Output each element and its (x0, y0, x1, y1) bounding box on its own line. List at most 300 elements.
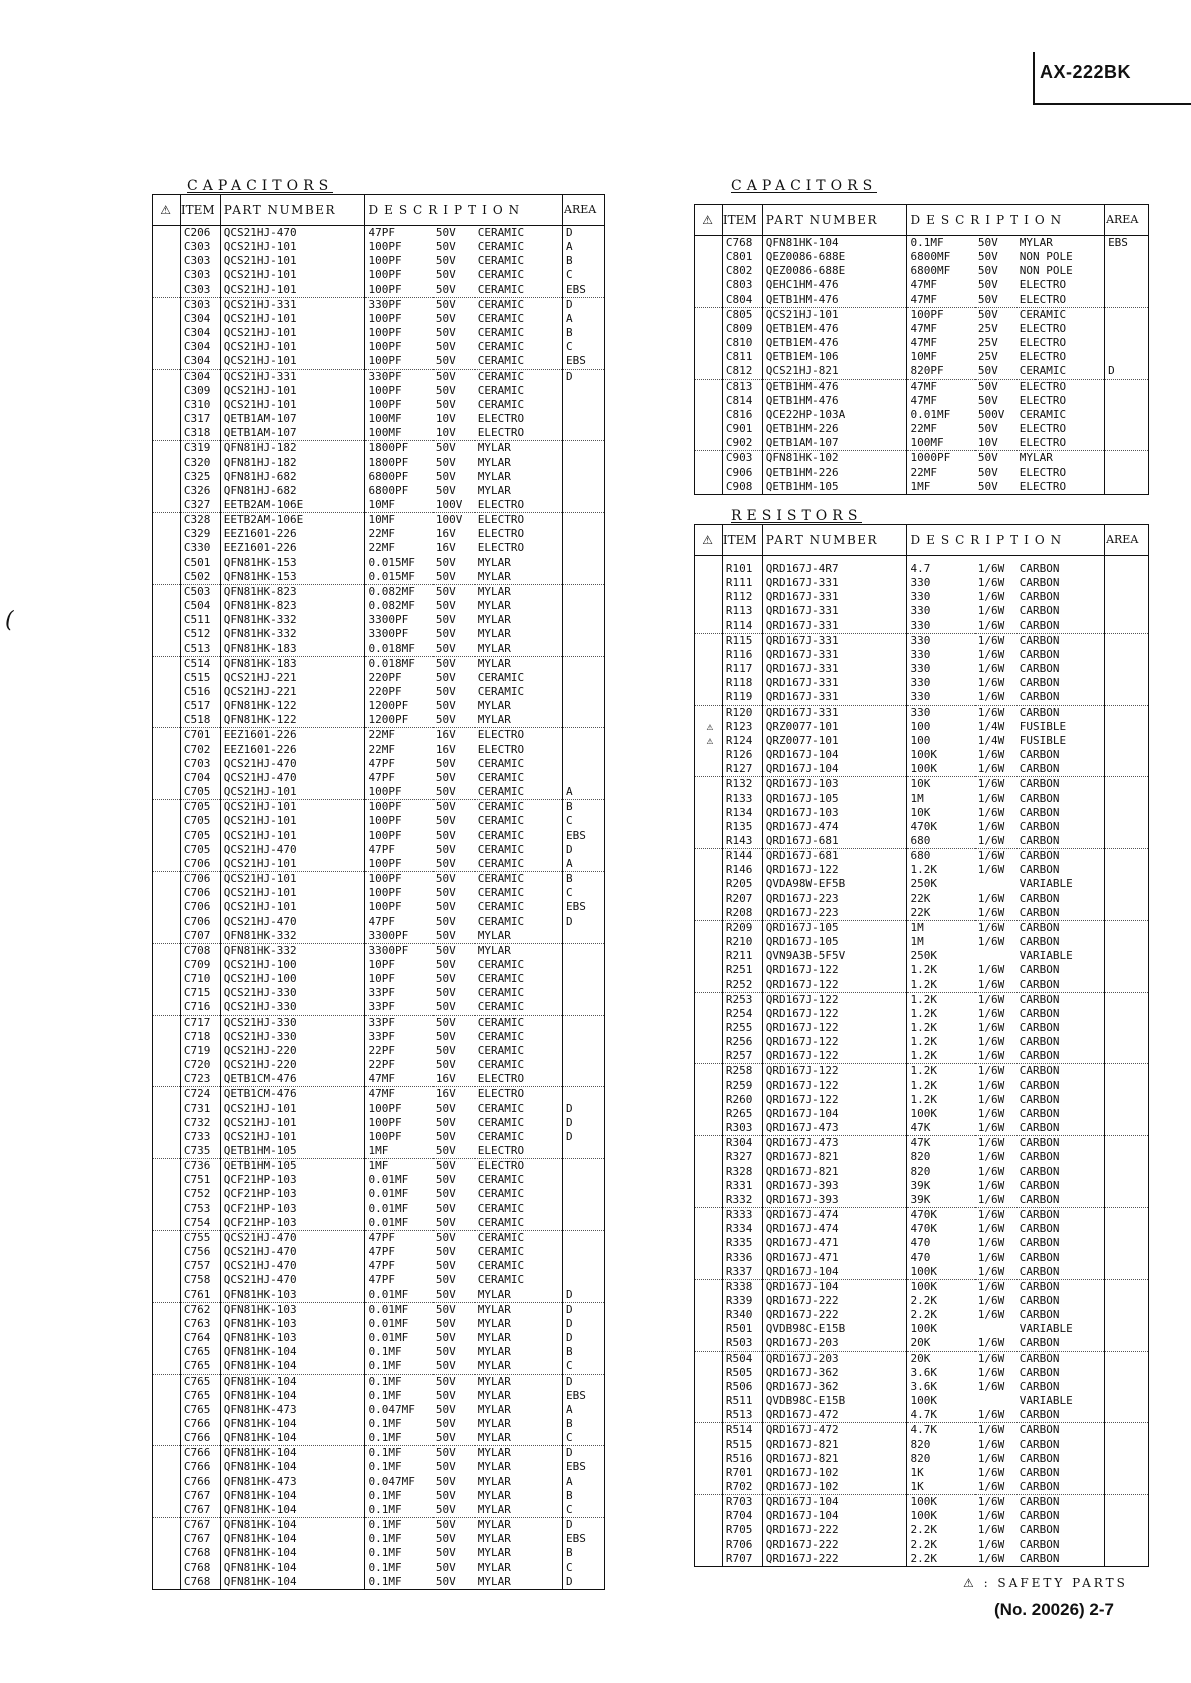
rating-cell: 50V (435, 670, 456, 684)
item-cell: C719 (180, 1044, 220, 1058)
parts-row (153, 1216, 605, 1231)
rating-cell: 50V (435, 1302, 456, 1316)
type-cell: CERAMIC (1017, 307, 1105, 322)
part-number-cell: QRD167J-122 (762, 863, 907, 877)
value-cell: 100PF (365, 857, 433, 872)
area-cell (1105, 278, 1149, 292)
rating-cell: 50V (435, 1187, 456, 1201)
part-number-cell: QRD167J-331 (762, 590, 907, 604)
value-cell: 0.1MF (365, 1575, 433, 1590)
part-number-cell: QRD167J-471 (762, 1236, 907, 1250)
part-number-cell: QRD167J-222 (762, 1552, 907, 1567)
area-cell: C (563, 268, 605, 282)
value-cell: 10PF (365, 972, 433, 986)
value-cell: 10PF (365, 958, 433, 972)
parts-row (153, 1489, 605, 1503)
parts-row (153, 757, 605, 771)
part-number-cell: QFN81HK-153 (220, 570, 365, 585)
rating-cell: 1/6W (977, 1495, 1005, 1509)
warn-cell (695, 648, 723, 662)
type-cell: FUSIBLE (1017, 734, 1105, 748)
value-cell: 1800PF (365, 456, 433, 470)
value-cell: 0.018MF (365, 656, 433, 671)
warn-cell (695, 1308, 723, 1322)
parts-row (153, 1345, 605, 1359)
type-cell: CARBON (1017, 1438, 1105, 1452)
area-cell (563, 1230, 605, 1245)
item-cell: R144 (722, 849, 762, 864)
item-cell: C801 (722, 250, 762, 264)
rating-cell: 50V (435, 1245, 456, 1259)
part-number-cell: QRD167J-474 (762, 820, 907, 834)
value-cell: 10MF (365, 513, 433, 528)
resistors-title: RESISTORS (731, 508, 863, 524)
part-number-cell: QFN81HK-104 (220, 1359, 365, 1374)
parts-row (695, 1495, 1149, 1510)
part-number-cell: QCS21HJ-470 (220, 757, 365, 771)
area-cell (563, 1273, 605, 1287)
value-cell: 39K (907, 1193, 975, 1208)
item-cell: R258 (722, 1064, 762, 1079)
warn-cell (153, 1259, 181, 1273)
parts-row (153, 1102, 605, 1116)
rating-cell: 50V (435, 1388, 456, 1402)
area-cell (1105, 1208, 1149, 1223)
item-cell: R205 (722, 877, 762, 891)
parts-row (153, 986, 605, 1000)
rating-cell: 50V (435, 1460, 456, 1474)
parts-row (153, 1202, 605, 1216)
value-cell: 47PF (365, 1230, 433, 1245)
type-cell: MYLAR (475, 1460, 563, 1474)
area-cell (1105, 604, 1149, 618)
rating-cell: 1/6W (977, 1164, 1005, 1178)
parts-row (153, 268, 605, 282)
area-cell (1105, 1366, 1149, 1380)
area-cell (1105, 436, 1149, 451)
item-cell: R701 (722, 1466, 762, 1480)
area-cell: A (563, 240, 605, 254)
warn-cell (153, 312, 181, 326)
area-cell: D (563, 226, 605, 241)
value-cell: 47MF (907, 379, 975, 394)
warn-cell (153, 369, 181, 384)
area-cell (1105, 590, 1149, 604)
type-cell: ELECTRO (1017, 350, 1105, 364)
area-cell (1105, 1193, 1149, 1208)
value-cell: 0.1MF (365, 1374, 433, 1389)
value-cell: 6800PF (365, 484, 433, 498)
area-cell: C (563, 1431, 605, 1446)
item-cell: C720 (180, 1058, 220, 1072)
rating-cell: 50V (435, 986, 456, 1000)
part-number-cell: QCS21HJ-101 (220, 1116, 365, 1130)
area-cell (1105, 1438, 1149, 1452)
item-cell: R327 (722, 1150, 762, 1164)
part-number-cell: QETB1CM-476 (220, 1072, 365, 1087)
rating-cell: 100V (435, 513, 463, 527)
parts-row (695, 1552, 1149, 1567)
item-cell: R259 (722, 1079, 762, 1093)
value-cell: 47PF (365, 1245, 433, 1259)
value-cell: 10MF (365, 498, 433, 513)
area-cell (563, 743, 605, 757)
part-number-cell: QFN81HK-103 (220, 1317, 365, 1331)
rating-cell: 50V (435, 1173, 456, 1187)
part-number-cell: QRD167J-103 (762, 777, 907, 792)
type-cell: CARBON (1017, 1452, 1105, 1466)
rating-cell: 50V (435, 441, 456, 455)
rating-cell: 50V (435, 814, 456, 828)
warn-cell (695, 1408, 723, 1423)
area-cell: B (563, 872, 605, 887)
item-cell: R211 (722, 949, 762, 963)
rating-cell: 50V (435, 1101, 456, 1115)
description-header: DESCRIPTION (907, 205, 1105, 236)
item-cell: R705 (722, 1523, 762, 1537)
rating-cell: 25V (977, 350, 998, 364)
parts-row (153, 240, 605, 254)
warn-cell (695, 1107, 723, 1121)
rating-cell: 10V (435, 412, 456, 426)
item-cell: R112 (722, 590, 762, 604)
type-cell: MYLAR (475, 570, 563, 585)
part-number-cell: QCS21HJ-101 (220, 1102, 365, 1116)
type-cell: MYLAR (1017, 236, 1105, 251)
area-cell (1105, 676, 1149, 690)
warn-cell (153, 613, 181, 627)
parts-row (153, 1446, 605, 1461)
part-number-cell: QRD167J-105 (762, 792, 907, 806)
part-number-cell: QRD167J-331 (762, 690, 907, 705)
warn-cell (153, 470, 181, 484)
parts-row (153, 814, 605, 828)
part-number-cell: QFN81HK-473 (220, 1475, 365, 1489)
value-cell: 0.082MF (365, 584, 433, 599)
rating-cell: 50V (435, 1259, 456, 1273)
part-number-cell: QRD167J-104 (762, 1279, 907, 1294)
type-cell: CARBON (1017, 1294, 1105, 1308)
value-cell: 100PF (907, 307, 975, 322)
parts-row (695, 408, 1149, 422)
rating-cell: 50V (435, 1345, 456, 1359)
parts-row (695, 1394, 1149, 1408)
type-cell: CERAMIC (475, 369, 563, 384)
rating-cell: 1/6W (977, 676, 1005, 690)
part-number-cell: QCS21HJ-101 (220, 384, 365, 398)
value-cell: 1.2K (907, 1007, 975, 1021)
area-cell: B (563, 1489, 605, 1503)
item-cell: R332 (722, 1193, 762, 1208)
parts-row (695, 1480, 1149, 1495)
type-cell: CARBON (1017, 1107, 1105, 1121)
area-cell (1105, 820, 1149, 834)
area-cell (563, 1058, 605, 1072)
warn-cell (153, 1130, 181, 1144)
warn-cell (153, 627, 181, 641)
rating-cell: 16V (435, 541, 456, 555)
item-cell: R127 (722, 762, 762, 777)
part-number-cell: QCF21HP-103 (220, 1202, 365, 1216)
page-number: (No. 20026) 2-7 (994, 1600, 1114, 1619)
item-cell: C705 (180, 800, 220, 815)
value-cell: 0.1MF (907, 236, 975, 251)
parts-row (153, 857, 605, 872)
part-number-cell: QRD167J-222 (762, 1308, 907, 1322)
item-cell: C813 (722, 379, 762, 394)
rating-cell: 1/4W (977, 719, 1005, 733)
type-cell: CARBON (1017, 690, 1105, 705)
area-cell (1105, 1452, 1149, 1466)
item-cell: R265 (722, 1107, 762, 1121)
area-cell (563, 1030, 605, 1044)
area-cell (1105, 293, 1149, 308)
value-cell: 47PF (365, 1259, 433, 1273)
part-number-cell: QCS21HJ-330 (220, 1030, 365, 1044)
item-cell: R515 (722, 1438, 762, 1452)
item-cell: R706 (722, 1538, 762, 1552)
rating-cell: 50V (435, 369, 456, 383)
rating-cell: 50V (435, 1546, 456, 1560)
area-cell (563, 1015, 605, 1030)
value-cell: 470 (907, 1236, 975, 1250)
type-cell: CARBON (1017, 604, 1105, 618)
part-number-cell: QCS21HJ-100 (220, 972, 365, 986)
capacitors-right-table (694, 204, 1149, 495)
warn-cell (695, 762, 723, 777)
area-cell (1105, 1294, 1149, 1308)
part-number-cell: QCS21HJ-101 (220, 340, 365, 354)
area-cell (563, 498, 605, 513)
rating-cell: 50V (435, 483, 456, 497)
value-cell: 0.01MF (365, 1302, 433, 1317)
type-cell: ELECTRO (475, 527, 563, 541)
parts-row (153, 800, 605, 815)
part-number-cell: QVDB98C-E15B (762, 1394, 907, 1408)
area-cell (1105, 1251, 1149, 1265)
parts-row (695, 992, 1149, 1007)
area-cell (1105, 1552, 1149, 1567)
rating-cell: 16V (435, 1087, 456, 1101)
area-cell: B (563, 1546, 605, 1560)
parts-row (153, 929, 605, 944)
rating-cell: 1/6W (977, 1150, 1005, 1164)
parts-row (153, 340, 605, 354)
part-number-cell: QRD167J-222 (762, 1538, 907, 1552)
part-number-cell: QFN81HK-104 (220, 1374, 365, 1389)
warn-cell (153, 354, 181, 369)
item-cell: C765 (180, 1359, 220, 1374)
part-number-cell: QFN81HK-332 (220, 627, 365, 641)
warn-cell (695, 556, 723, 577)
area-header: AREA (1105, 205, 1149, 236)
type-cell: CERAMIC (475, 1273, 563, 1287)
part-number-cell: QRD167J-105 (762, 920, 907, 935)
value-cell: 3.6K (907, 1380, 975, 1394)
warn-cell (695, 1093, 723, 1107)
area-cell: EBS (563, 829, 605, 843)
part-number-cell: QCS21HJ-821 (762, 364, 907, 379)
part-number-cell: QFN81HK-104 (762, 236, 907, 251)
type-cell: MYLAR (475, 1561, 563, 1575)
type-cell: ELECTRO (475, 1072, 563, 1087)
type-cell: ELECTRO (1017, 422, 1105, 436)
rating-cell: 1/6W (977, 1136, 1005, 1150)
parts-row (695, 1408, 1149, 1423)
rating-cell: 1/6W (977, 1537, 1005, 1551)
item-cell: C705 (180, 829, 220, 843)
area-cell (1105, 877, 1149, 891)
part-number-cell: QEZ0086-688E (762, 250, 907, 264)
area-cell (1105, 322, 1149, 336)
parts-row (153, 915, 605, 929)
value-cell: 100K (907, 1265, 975, 1280)
area-cell (563, 1072, 605, 1087)
item-cell: C303 (180, 254, 220, 268)
area-cell (1105, 935, 1149, 949)
value-cell: 47MF (907, 322, 975, 336)
warn-cell (695, 619, 723, 634)
value-cell: 22MF (907, 422, 975, 436)
warn-cell (695, 676, 723, 690)
type-cell: CARBON (1017, 1021, 1105, 1035)
area-cell (1105, 1222, 1149, 1236)
item-cell: C735 (180, 1144, 220, 1159)
rating-cell: 1/6W (977, 777, 1005, 791)
rating-cell: 1/6W (977, 805, 1005, 819)
capacitors-right-body (695, 236, 1149, 495)
parts-row (695, 1308, 1149, 1322)
warn-cell (153, 771, 181, 785)
type-cell: CARBON (1017, 777, 1105, 792)
type-cell: MYLAR (475, 1389, 563, 1403)
value-cell: 1.2K (907, 992, 975, 1007)
part-number-cell: QETB1AM-107 (220, 426, 365, 441)
rating-cell: 10V (433, 426, 475, 441)
area-cell: B (563, 326, 605, 340)
area-cell: C (563, 886, 605, 900)
area-cell (1105, 662, 1149, 676)
area-cell (563, 699, 605, 713)
part-number-cell: EETB2AM-106E (220, 513, 365, 528)
type-cell: MYLAR (475, 484, 563, 498)
item-cell: C329 (180, 527, 220, 541)
type-cell: MYLAR (475, 584, 563, 599)
type-cell: MYLAR (475, 1403, 563, 1417)
rating-cell: 1/6W (977, 662, 1005, 676)
type-cell: ELECTRO (475, 743, 563, 757)
parts-row (153, 728, 605, 743)
warn-cell (695, 590, 723, 604)
item-cell: R513 (722, 1408, 762, 1423)
parts-row (695, 1079, 1149, 1093)
value-cell: 47PF (365, 1273, 433, 1287)
item-cell: C501 (180, 556, 220, 570)
type-cell: CARBON (1017, 1495, 1105, 1510)
item-cell: C767 (180, 1503, 220, 1518)
part-number-cell: QRD167J-104 (762, 1107, 907, 1121)
warn-cell (695, 278, 723, 292)
rating-cell: 1/6W (977, 1523, 1005, 1537)
part-number-cell: QFN81HK-103 (220, 1331, 365, 1345)
rating-cell: 50V (977, 307, 998, 321)
value-cell: 470K (907, 820, 975, 834)
parts-row (695, 978, 1149, 993)
warn-cell (695, 1064, 723, 1079)
warn-cell (153, 1288, 181, 1303)
value-cell: 4.7K (907, 1423, 975, 1438)
warn-cell (695, 1193, 723, 1208)
warn-cell (695, 1179, 723, 1193)
resistors-table (694, 524, 1149, 1567)
value-cell: 330 (907, 648, 975, 662)
value-cell: 0.018MF (365, 642, 433, 657)
warn-cell (695, 1509, 723, 1523)
part-number-cell: QFN81HJ-182 (220, 441, 365, 456)
value-cell: 470K (907, 1222, 975, 1236)
warn-cell (153, 1475, 181, 1489)
area-cell (563, 713, 605, 728)
type-cell: CARBON (1017, 556, 1105, 577)
part-number-cell: QRD167J-471 (762, 1251, 907, 1265)
item-cell: R101 (722, 556, 762, 577)
warn-cell (695, 408, 723, 422)
area-cell: A (563, 1475, 605, 1489)
value-cell: 100 (907, 734, 975, 748)
rating-cell: 50V (433, 570, 475, 585)
item-cell: R120 (722, 705, 762, 720)
parts-row (153, 1518, 605, 1533)
part-number-cell: QCS21HJ-330 (220, 1015, 365, 1030)
item-cell: C325 (180, 470, 220, 484)
warn-cell (153, 570, 181, 585)
item-cell: R260 (722, 1093, 762, 1107)
rating-cell: 50V (435, 972, 456, 986)
part-number-cell: QRD167J-393 (762, 1193, 907, 1208)
type-cell: CARBON (1017, 792, 1105, 806)
parts-row (695, 1222, 1149, 1236)
rating-cell: 25V (977, 321, 998, 335)
area-cell: A (563, 312, 605, 326)
item-cell: C767 (180, 1532, 220, 1546)
warn-cell (695, 690, 723, 705)
value-cell: 100PF (365, 785, 433, 800)
item-header: ITEM (722, 205, 762, 236)
rating-cell: 50V (435, 1115, 456, 1129)
type-cell: CERAMIC (475, 771, 563, 785)
value-cell: 47MF (907, 394, 975, 408)
area-cell (563, 1187, 605, 1201)
warn-cell (695, 466, 723, 480)
rating-cell: 50V (433, 1503, 475, 1518)
rating-cell: 1/6W (975, 619, 1017, 634)
rating-cell: 50V (977, 379, 998, 393)
part-number-cell: EEZ1601-226 (220, 728, 365, 743)
item-cell: C903 (722, 451, 762, 466)
value-cell: 0.01MF (365, 1216, 433, 1231)
warn-cell (153, 785, 181, 800)
part-number-cell: EETB2AM-106E (220, 498, 365, 513)
capacitors-right-title: CAPACITORS (731, 178, 878, 194)
item-cell: C304 (180, 354, 220, 369)
item-cell: C502 (180, 570, 220, 585)
item-cell: C717 (180, 1015, 220, 1030)
warn-cell (695, 1523, 723, 1537)
part-number-cell: QRD167J-122 (762, 1093, 907, 1107)
type-cell: CERAMIC (475, 312, 563, 326)
value-cell: 0.1MF (365, 1359, 433, 1374)
warn-cell (153, 584, 181, 599)
